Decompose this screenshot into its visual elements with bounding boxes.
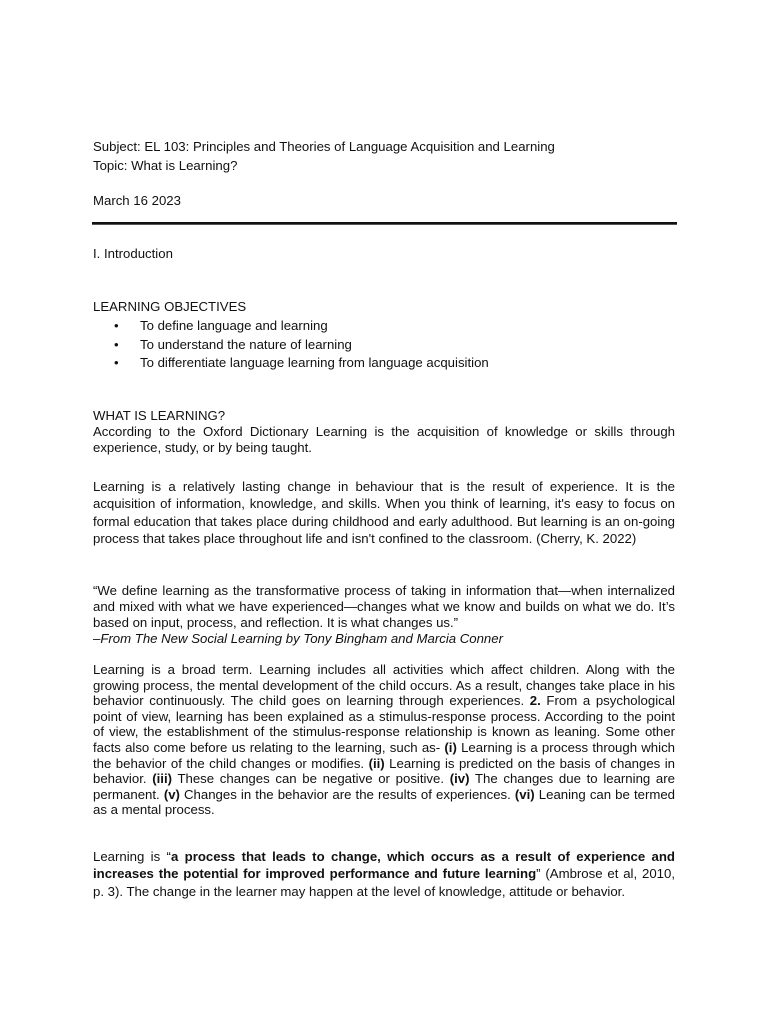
intro-heading-text: I. Introduction <box>93 246 173 261</box>
broad-text: Changes in the behavior are the results of experiences. <box>179 786 515 802</box>
quote-block <box>93 583 675 647</box>
point-marker: (i) <box>444 739 457 755</box>
broad-text: Learning is predicted on the basis of changes in behavior. <box>93 755 676 787</box>
list-item <box>93 354 675 373</box>
ambrose-lead: Learning is “ <box>93 849 171 864</box>
broad-text: From a psychological point of view, learning has been explained as a stimulus-response process. According to the point of view, the establishment of the stimulus-response relationship is known as leaning. Some other facts also come before us relating to the learning, such as- <box>93 693 675 755</box>
oxford-definition: According to the Oxford Dictionary Learning is the acquisition of knowledge or skills through experience, study, or by being taught. <box>93 424 675 456</box>
intro-heading <box>93 246 675 262</box>
document-header <box>93 139 675 209</box>
objective-text: To differentiate language learning from language acquisition <box>140 355 489 371</box>
point-marker: (ii) <box>368 755 385 771</box>
objective-text: To understand the nature of learning <box>140 336 352 352</box>
what-is-learning-section <box>93 408 675 456</box>
broad-text: The changes due to learning are permanent. <box>93 771 675 802</box>
ambrose-definition: a process that leads to change, which occurs as a result of experience and increases the potential for improved performance and future learning <box>93 849 675 882</box>
date-line: March 16 2023 <box>93 192 181 208</box>
what-is-learning-heading: WHAT IS LEARNING? <box>93 408 226 423</box>
point-marker: (vi) <box>514 786 535 802</box>
point-marker: (iii) <box>152 771 172 787</box>
subject-line: Subject: EL 103: Principles and Theories of Language Acquisition and Learning <box>93 139 555 154</box>
point-marker: (iv) <box>449 771 470 787</box>
ambrose-paragraph <box>93 848 675 900</box>
learning-objectives <box>93 299 675 373</box>
list-item <box>93 317 675 336</box>
objectives-heading: LEARNING OBJECTIVES <box>93 299 247 314</box>
list-item <box>93 336 675 355</box>
cherry-paragraph: Learning is a relatively lasting change in behaviour that is the result of experience. It is the acquisition of information, knowledge, and skills. When you think of learning, it's easy to focus on formal education that takes place during childhood and early adulthood. But learning is an on-going process that takes place throughout life and isn't confined to the classroom. (Cherry, K. 2022) <box>93 479 675 546</box>
bullet-icon: • <box>114 318 119 334</box>
header-divider <box>92 222 677 225</box>
objectives-list <box>93 317 675 373</box>
broad-text: Leaning can be termed as a mental process. <box>93 786 675 818</box>
quote-source <box>93 631 675 647</box>
ambrose-citation: ” (Ambrose et al, 2010, p. 3). The change in the learner may happen at the level of knowledge, attitude or behavior. <box>93 866 675 899</box>
bullet-icon: • <box>114 336 119 352</box>
point-number: 2. <box>529 693 541 709</box>
broad-text: Learning is a process through which the behavior of the child changes or modifies. <box>93 739 675 771</box>
broad-text: Learning is a broad term. Learning includes all activities which affect children. Along with the growing process, the mental development of the child occurs. As a result, changes take place in his behavior continuously. The child goes on learning through experiences. <box>93 662 675 709</box>
objective-text: To define language and learning <box>140 318 328 334</box>
broad-term-paragraph <box>93 662 675 818</box>
broad-text: These changes can be negative or positive. <box>172 771 450 787</box>
bullet-icon: • <box>114 355 119 371</box>
point-marker: (v) <box>163 786 180 802</box>
quote-text: “We define learning as the transformative process of taking in information that—when internalized and mixed with what we have experienced—changes what we know and builds on what we do. It’s based on input, process, and reflection. It is what changes us.” <box>93 583 675 630</box>
topic-line: Topic: What is Learning? <box>93 158 238 174</box>
quote-source-text: –From The New Social Learning by Tony Bingham and Marcia Conner <box>93 631 503 646</box>
